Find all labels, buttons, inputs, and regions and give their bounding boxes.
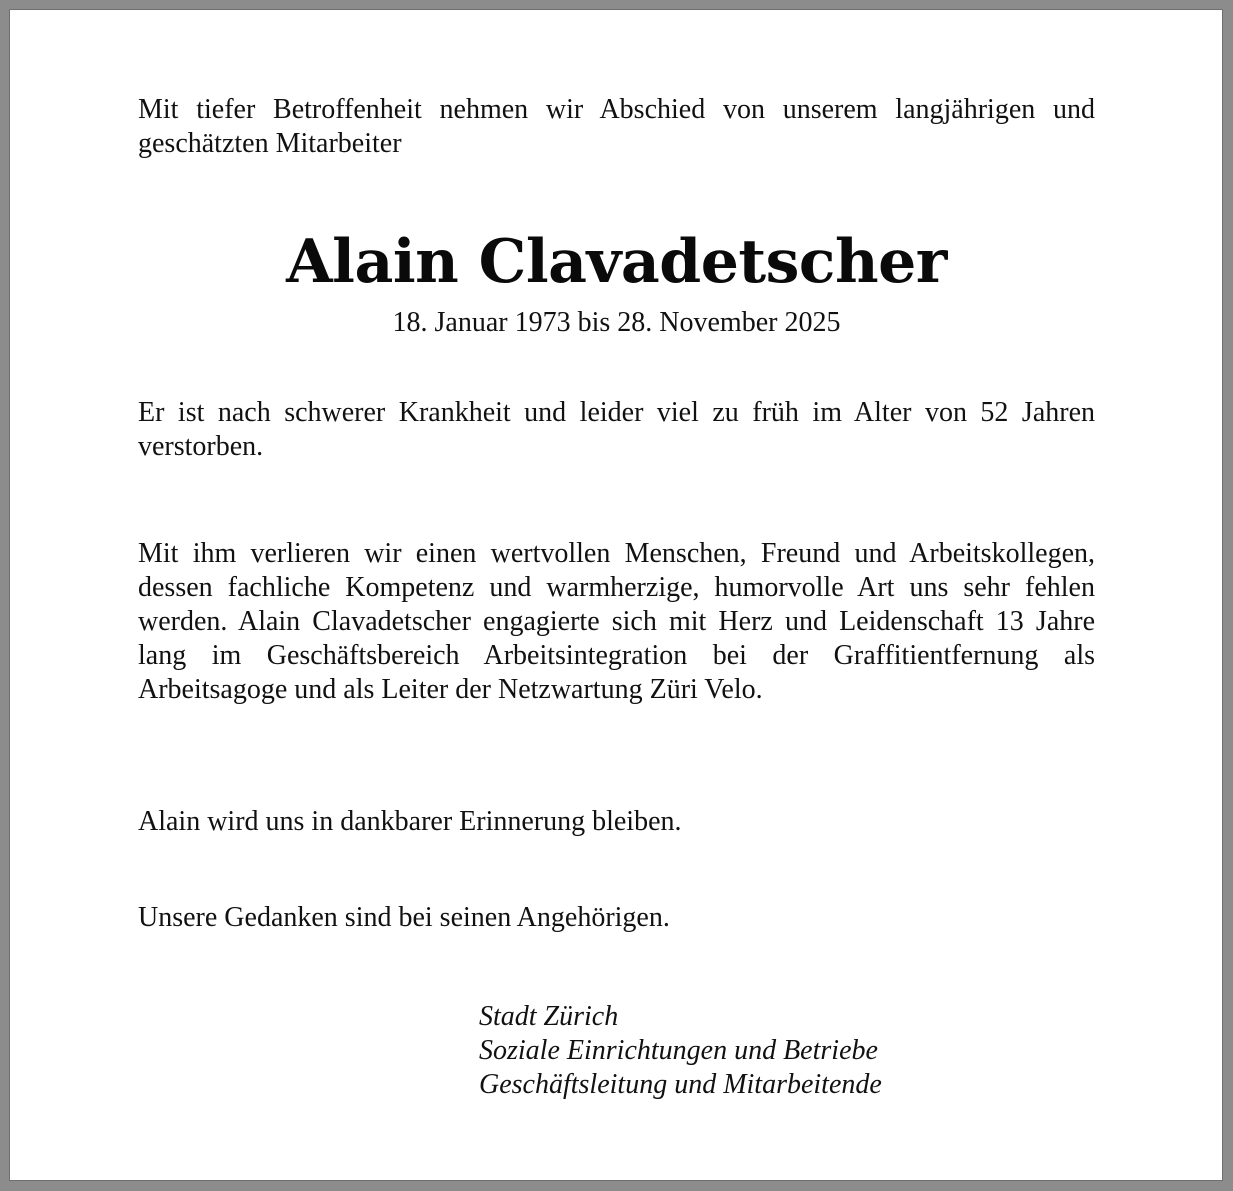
obituary-page — [10, 10, 1222, 1180]
paragraph-condolence: Unsere Gedanken sind bei seinen Angehörigen. — [138, 902, 670, 933]
signature-management: Geschäftsleitung und Mitarbeitende — [479, 1069, 882, 1100]
intro-text: Mit tiefer Betroffenheit nehmen wir Abschied von unserem langjährigen und geschätzten Mitarbeiter — [138, 94, 1095, 159]
paragraph-tribute: Mit ihm verlieren wir einen wertvollen Menschen, Freund und Arbeitskollegen, dessen fachliche Kompetenz und warmherzige, humorvolle Art uns sehr fehlen werden. Alain Clavadetscher engagierte sich mit Herz und Leidenschaft 13 Jahre lang im Geschäftsbereich Arbeitsintegration bei der Graffitientfernung als Arbeitsagoge und als Leiter der Netzwartung Züri Velo. — [138, 538, 1095, 705]
life-dates: 18. Januar 1973 bis 28. November 2025 — [392, 307, 841, 338]
signature-department: Soziale Einrichtungen und Betriebe — [479, 1035, 878, 1066]
paragraph-illness: Er ist nach schwerer Krankheit und leider viel zu früh im Alter von 52 Jahren verstorben. — [138, 397, 1095, 462]
paragraph-memory: Alain wird uns in dankbarer Erinnerung bleiben. — [138, 806, 682, 837]
signature-block — [479, 1000, 1079, 1102]
signature-city: Stadt Zürich — [479, 1001, 619, 1032]
deceased-name: Alain Clavadetscher — [286, 227, 947, 297]
